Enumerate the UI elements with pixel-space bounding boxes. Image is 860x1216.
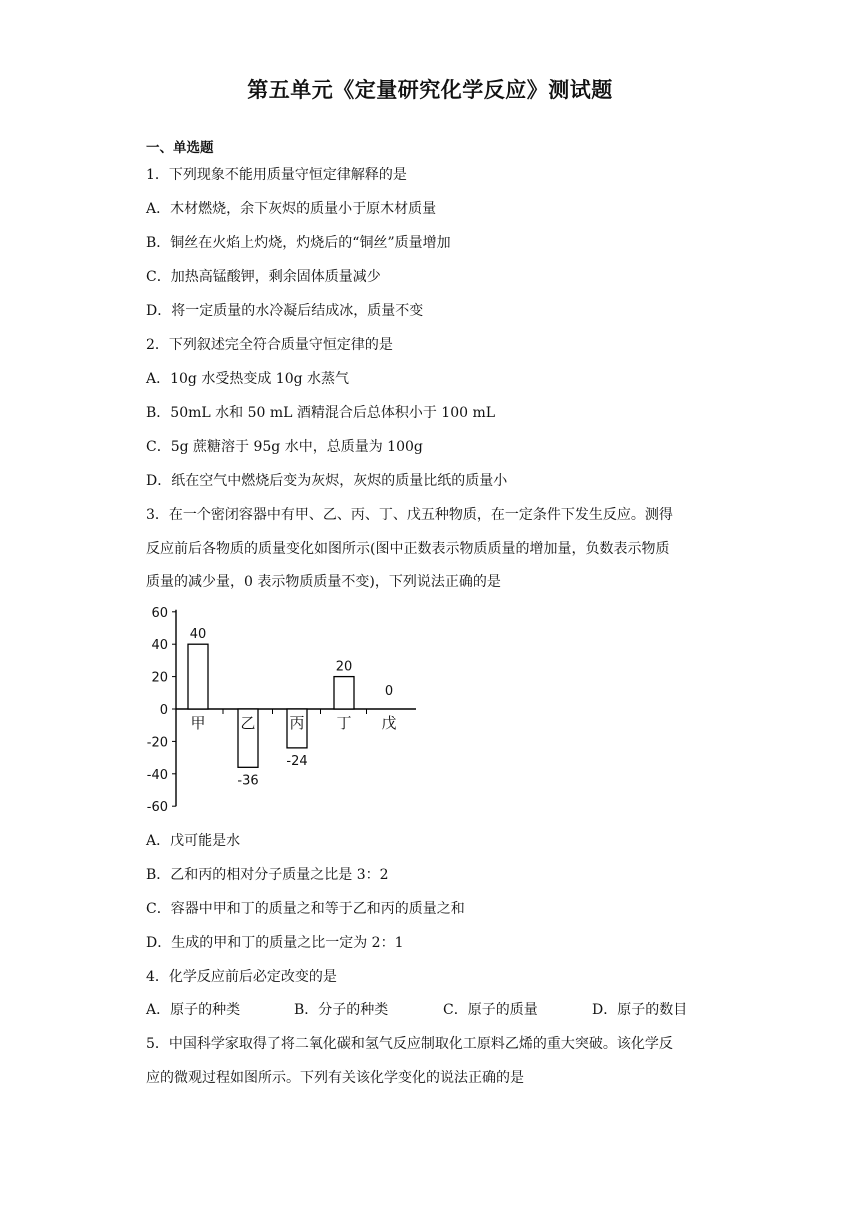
question-3-stem-line-2: 反应前后各物质的质量变化如图所示(图中正数表示物质质量的增加量，负数表示物质 bbox=[146, 541, 670, 557]
y-tick-label: 60 bbox=[151, 605, 168, 621]
y-tick-label: -60 bbox=[146, 800, 168, 816]
question-1-option-d[interactable]: D．将一定质量的水冷凝后结成冰，质量不变 bbox=[146, 303, 424, 319]
data-label: -24 bbox=[286, 753, 308, 769]
question-4-option-d[interactable]: D．原子的数目 bbox=[592, 1002, 688, 1018]
x-category-label: 戊 bbox=[381, 714, 397, 732]
question-2-option-a[interactable]: A．10g 水受热变成 10g 水蒸气 bbox=[146, 371, 350, 387]
question-3-stem-line-1: 3．在一个密闭容器中有甲、乙、丙、丁、戊五种物质，在一定条件下发生反应。测得 bbox=[146, 507, 673, 523]
x-category-label: 丙 bbox=[289, 714, 305, 732]
question-4-option-a[interactable]: A．原子的种类 bbox=[146, 1002, 241, 1018]
bar-丁 bbox=[334, 677, 354, 709]
question-2-option-d[interactable]: D．纸在空气中燃烧后变为灰烬，灰烬的质量比纸的质量小 bbox=[146, 473, 508, 489]
page-title: 第五单元《定量研究化学反应》测试题 bbox=[247, 78, 613, 102]
x-category-label: 乙 bbox=[240, 714, 256, 732]
bar-甲 bbox=[188, 644, 208, 709]
question-5-stem-line-2: 应的微观过程如图所示。下列有关该化学变化的说法正确的是 bbox=[146, 1070, 524, 1086]
question-4-option-b[interactable]: B．分子的种类 bbox=[294, 1002, 389, 1018]
question-1-option-a[interactable]: A．木材燃烧，余下灰烬的质量小于原木材质量 bbox=[146, 201, 437, 217]
y-tick-label: -40 bbox=[146, 767, 168, 783]
y-tick-label: 40 bbox=[151, 638, 168, 654]
mass-change-bar-chart bbox=[140, 598, 430, 820]
data-label: 40 bbox=[189, 627, 207, 643]
question-1-option-b[interactable]: B．铜丝在火焰上灼烧，灼烧后的“铜丝”质量增加 bbox=[146, 235, 451, 251]
question-3-option-a[interactable]: A．戊可能是水 bbox=[146, 833, 241, 849]
y-tick-label: 0 bbox=[159, 703, 168, 718]
question-4-option-c[interactable]: C．原子的质量 bbox=[443, 1002, 538, 1018]
question-5-stem-line-1: 5．中国科学家取得了将二氧化碳和氢气反应制取化工原料乙烯的重大突破。该化学反 bbox=[146, 1036, 673, 1052]
question-3-option-d[interactable]: D．生成的甲和丁的质量之比一定为 2：1 bbox=[146, 935, 404, 951]
question-2-option-c[interactable]: C．5g 蔗糖溶于 95g 水中，总质量为 100g bbox=[146, 439, 423, 455]
question-1-option-c[interactable]: C．加热高锰酸钾，剩余固体质量减少 bbox=[146, 269, 381, 285]
data-label: -36 bbox=[237, 773, 259, 789]
y-tick-label: -20 bbox=[146, 735, 168, 751]
question-3-stem-line-3: 质量的减少量，0 表示物质质量不变)，下列说法正确的是 bbox=[146, 574, 501, 590]
question-3-option-b[interactable]: B．乙和丙的相对分子质量之比是 3：2 bbox=[146, 867, 389, 883]
y-tick-label: 20 bbox=[151, 670, 168, 686]
question-3-option-c[interactable]: C．容器中甲和丁的质量之和等于乙和丙的质量之和 bbox=[146, 901, 465, 917]
question-2-option-b[interactable]: B．50mL 水和 50 mL 酒精混合后总体积小于 100 mL bbox=[146, 405, 496, 421]
x-category-label: 丁 bbox=[336, 714, 352, 732]
data-label: 0 bbox=[384, 684, 394, 699]
section-heading: 一、单选题 bbox=[146, 140, 214, 156]
question-2-stem: 2．下列叙述完全符合质量守恒定律的是 bbox=[146, 337, 393, 353]
x-category-label: 甲 bbox=[190, 714, 206, 732]
question-1-stem: 1．下列现象不能用质量守恒定律解释的是 bbox=[146, 167, 407, 183]
data-label: 20 bbox=[335, 659, 353, 675]
question-4-stem: 4．化学反应前后必定改变的是 bbox=[146, 969, 337, 985]
